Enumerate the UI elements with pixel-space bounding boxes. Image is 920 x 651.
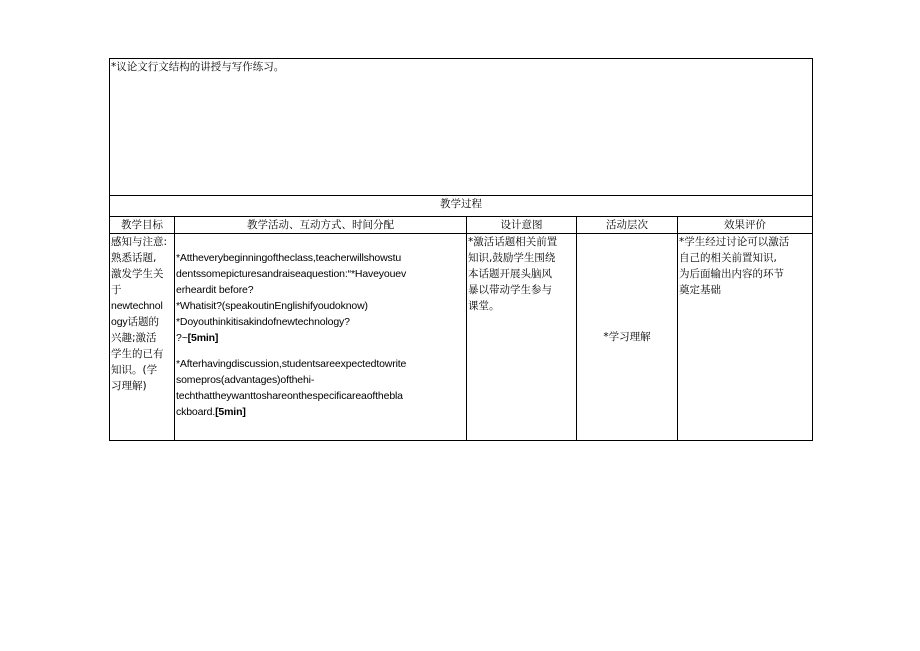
section-title: 教学过程: [110, 196, 813, 217]
objective-row: [110, 59, 813, 196]
evaluation-line: 自己的相关前置知识,: [679, 252, 777, 264]
header-intent: 设计意图: [467, 217, 577, 234]
intent-line: 暴以带动学生参与: [468, 284, 552, 296]
goal-line: newtechnol: [111, 300, 163, 312]
activity-level: *学习理解: [603, 331, 651, 343]
activity-line: somepros(advantages)ofthehi-: [176, 374, 315, 386]
activity-line: erheardit before?: [176, 284, 254, 296]
intent-cell: [467, 234, 577, 441]
section-title-row: [110, 196, 813, 217]
goal-line: 激发学生关: [111, 268, 164, 280]
goal-line: 兴趣;激活: [111, 332, 157, 344]
objective-cell: [110, 59, 813, 196]
goal-line: 于: [111, 284, 122, 296]
lesson-plan-table: [109, 58, 813, 441]
activity-line: *Whatisit?(speakoutinEnglishifyoudoknow): [176, 300, 368, 312]
content-row: [110, 234, 813, 441]
activity-line: *Attheverybeginningoftheclass,teacherwillshowstu: [176, 252, 402, 264]
header-evaluation: 效果评价: [678, 217, 813, 234]
level-cell: [577, 234, 678, 441]
activity-line: *Afterhavingdiscussion,studentsareexpectedtowrite: [176, 358, 407, 370]
activity-line: [176, 330, 465, 346]
activity-line: dentssomepicturesandraiseaquestion:“*Haveyouev: [176, 268, 407, 280]
header-row: [110, 217, 813, 234]
header-level: 活动层次: [577, 217, 678, 234]
goal-cell: [110, 234, 175, 441]
header-goal: 教学目标: [110, 217, 175, 234]
spacer: [176, 234, 465, 250]
activity-cell: [175, 234, 467, 441]
time-allocation: [5min]: [187, 332, 219, 344]
intent-line: 知识,鼓励学生围绕: [468, 252, 556, 264]
time-allocation: [5min]: [215, 406, 246, 418]
spacer: [176, 346, 465, 356]
goal-line-en: ogy: [111, 316, 128, 328]
activity-text: ckboard.: [176, 406, 216, 418]
goal-line: 感知与注意:: [111, 236, 168, 248]
activity-text: ?~: [176, 332, 188, 344]
top-note: *议论文行文结构的讲授与写作练习。: [111, 61, 285, 73]
goal-line: 习理解): [111, 380, 147, 392]
evaluation-line: 为后面输出内容的环节: [679, 268, 784, 280]
activity-line: techthattheywanttoshareonthespecificareaofthebla: [176, 390, 403, 402]
evaluation-cell: [678, 234, 813, 441]
evaluation-line: 奠定基础: [679, 284, 721, 296]
intent-line: 课堂。: [468, 300, 500, 312]
intent-line: *激活话题相关前置: [468, 236, 558, 248]
goal-line: 学生的已有: [111, 348, 164, 360]
goal-line-cn: 话题的: [127, 316, 159, 328]
evaluation-line: *学生经过讨论可以激活: [679, 236, 790, 248]
goal-line: 知识。(学: [111, 364, 158, 376]
goal-line: [111, 314, 173, 330]
header-activity: 教学活动、互动方式、时间分配: [175, 217, 467, 234]
goal-line: 熟悉话题,: [111, 252, 157, 264]
activity-line: *Doyouthinkitisakindofnewtechnology?: [176, 316, 350, 328]
activity-line: [176, 404, 465, 420]
intent-line: 本话题开展头脑风: [468, 268, 552, 280]
